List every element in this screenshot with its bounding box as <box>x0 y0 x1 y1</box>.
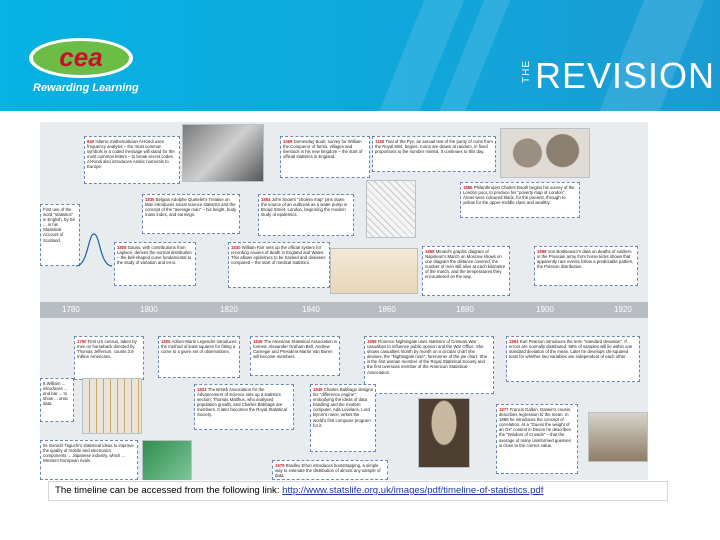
timeline-card <box>40 378 74 422</box>
timeline-card <box>506 336 640 382</box>
card-year: 1823 <box>197 387 207 392</box>
card-year: 1859 <box>367 339 377 344</box>
card-text: Francis Galton, Darwin's cousin, describes regression to the mean. In 1888 he introduces the concept of correlation. At a "Guess the weight of an Ox" contest in Devon he describes the "Wisdom of Crowds" – that the average of many uninformed guesses is close to the correct value. <box>499 407 572 448</box>
timeline-card <box>40 440 138 480</box>
card-year: 1854 <box>261 197 271 202</box>
card-text: Domesday Book: survey for William the Conqueror of farms, villages and livestock in his new kingdom – the start of official statistics in England. <box>283 139 363 160</box>
timeline-card <box>272 460 388 480</box>
card-year: 840 <box>87 139 95 144</box>
timeline-card <box>364 336 494 394</box>
card-text: Von Bortkiewicz's data on deaths of soldiers in the Prussian army from horse kicks shows that apparently rare events follow a predictable pattern, the Poisson distribution. <box>537 249 634 270</box>
card-year: 1150 <box>375 139 385 144</box>
timeline-card <box>422 246 510 296</box>
card-text: Charles Babbage designs his "difference engine", embodying the ideas of data handling and the modern computer. Ada Lovelace, Lord Byron's niece, writes the world's first computer program for it. <box>313 387 373 428</box>
year-label: 1860 <box>378 305 396 314</box>
timeline-link[interactable]: http://www.statslife.org.uk/images/pdf/timeline-of-statistics.pdf <box>282 485 544 496</box>
card-year: 1839 <box>253 339 263 344</box>
timeline-caption <box>48 481 668 501</box>
card-year: 1877 <box>499 407 509 412</box>
playfair-chart-image <box>82 378 142 434</box>
card-text: Gauss, with contributions from Laplace, derives the normal distribution – the bell-shaped curve fundamental to the study of variation and error. <box>117 245 192 266</box>
card-text: Islamic mathematician Al-Kindi uses frequency analysis – the most common symbols in a coded message will stand for the most common letters – to break secret codes. Al-Kindi also introduces Arabic numerals to Europe. <box>87 139 175 170</box>
card-text: The British Association for the Advancement of Science sets up a statistics section. Thomas Malthus, who analysed population growth, and Charles Babbage are members. It later becomes the Royal Statistical Society. <box>197 387 287 418</box>
timeline-card <box>142 194 240 234</box>
card-text: Florence Nightingale uses statistics of Crimean War casualties to influence public opinion and the War Office. She shows casualties month by month on a circular chart she devises, the "Nightingale rose", forerunner of the pie chart. She is the first woman member of the Royal Statistical Society and the first overseas member of the American Statistical Association. <box>367 339 488 375</box>
circuit-board-image <box>142 440 192 480</box>
card-text: First US census, taken by men on horseback directed by Thomas Jefferson, counts 3.9 million Americans. <box>77 339 137 360</box>
card-text: 0s Genichi Taguchi's statistical ideas to improve the quality of mobile and electronics components ... Japanese industry, which ... Western European rivals. <box>43 443 134 464</box>
header-banner <box>0 0 720 111</box>
calculator-image <box>182 124 264 182</box>
card-text: First use of the word "statistics" in English, by Sir ... in his Statistical Account of Scotland. <box>43 207 76 243</box>
timeline-card <box>228 242 330 288</box>
timeline-card <box>74 336 144 380</box>
logo-tagline: Rewarding Learning <box>33 82 139 94</box>
bell-curve-icon <box>74 230 114 270</box>
timeline-card <box>280 136 370 178</box>
card-text: Bradley Efron introduces bootstrapping, a simple way to estimate the distribution of almost any sample of data. <box>275 463 381 479</box>
revision-title: REVISION <box>535 55 716 96</box>
card-text: Karl Pearson introduces the term "standard deviation". If errors are normally distributed, 68% of samples will lie within one standard deviation of the mean. Later he develops chi-squared tests for whether two variables are independent of each other. <box>509 339 633 360</box>
napoleon-march-image <box>330 248 418 294</box>
card-year: 1868 <box>425 249 435 254</box>
timeline-card <box>194 384 294 430</box>
timeline-card <box>496 404 578 474</box>
year-label: 1920 <box>614 305 632 314</box>
card-text: Belgian Adolphe Quetelet's Treatise on Man introduces social science statistics and the concept of the "average man" – his height, body mass index, and earnings. <box>145 197 237 218</box>
logo-text: cea <box>59 42 103 72</box>
card-year: 1808 <box>117 245 127 250</box>
year-label: 1880 <box>456 305 474 314</box>
card-year: 1790 <box>77 339 87 344</box>
year-label: 1840 <box>302 305 320 314</box>
card-text: The American Statistical Association is formed. Alexander Graham Bell, Andrew Carnegie and President Martin Van Buren will become members. <box>253 339 338 360</box>
card-year: 1835 <box>145 197 155 202</box>
card-text: William Farr sets up the official system for recording causes of death in England and Wales. This allows epidemics to be tracked and diseases compared – the start of medical statistics. <box>231 245 326 266</box>
nightingale-portrait-image <box>418 398 470 468</box>
year-label: 1900 <box>536 305 554 314</box>
card-year: 1886 <box>463 185 473 190</box>
card-text: Minard's graphic diagram of Napoleon's March on Moscow shows on one diagram the distance covered, the number of men still alive at each kilometre of the march, and the temperatures they encountered on the way. <box>425 249 506 280</box>
card-year: 1849 <box>313 387 323 392</box>
card-text: Trial of the Pyx, an annual test of the purity of coins from the Royal Mint, begins. Coins are drawn at random, in fixed proportions to the number minted. It continues to this day. <box>375 139 493 155</box>
year-band <box>40 302 648 318</box>
card-year: 1894 <box>509 339 519 344</box>
timeline-card <box>534 246 638 286</box>
caption-text: The timeline can be accessed from the following link: <box>55 485 283 496</box>
year-label: 1800 <box>140 305 158 314</box>
timeline-card <box>114 242 196 286</box>
card-text: John Snow's "cholera map" pins down the source of an outbreak as a water pump in Broad Street, London, beginning the modern study of epidemics. <box>261 197 348 218</box>
timeline-card <box>158 336 240 378</box>
card-text: Philanthropist Charles Booth begins his survey of the London poor, to produce his "poverty map of London". Areas were coloured black, for the poorest, through to yellow for the upper-middle class and wealthy. <box>463 185 575 206</box>
card-text: 6 William ... introduces ... and bar ... to show ... omic data. <box>43 381 69 407</box>
statistics-timeline-image <box>40 122 648 480</box>
the-label: THE <box>521 60 532 83</box>
timeline-card <box>310 384 376 452</box>
card-text: Adrien-Marie Legendre introduces the method of least squares for fitting a curve to a given set of observations. <box>161 339 237 355</box>
timeline-card <box>84 136 180 184</box>
year-label: 1820 <box>220 305 238 314</box>
timeline-card <box>460 182 580 218</box>
card-year: 1805 <box>161 339 171 344</box>
card-year: 1840 <box>231 245 241 250</box>
coins-image <box>500 128 590 178</box>
cholera-map-image <box>366 180 416 238</box>
timeline-card <box>250 336 340 376</box>
card-year: 1979 <box>275 463 285 468</box>
card-year: 1898 <box>537 249 547 254</box>
year-label: 1780 <box>62 305 80 314</box>
ox-image <box>588 412 648 462</box>
card-year: 1069 <box>283 139 293 144</box>
timeline-card <box>372 136 496 172</box>
timeline-card <box>258 194 354 236</box>
